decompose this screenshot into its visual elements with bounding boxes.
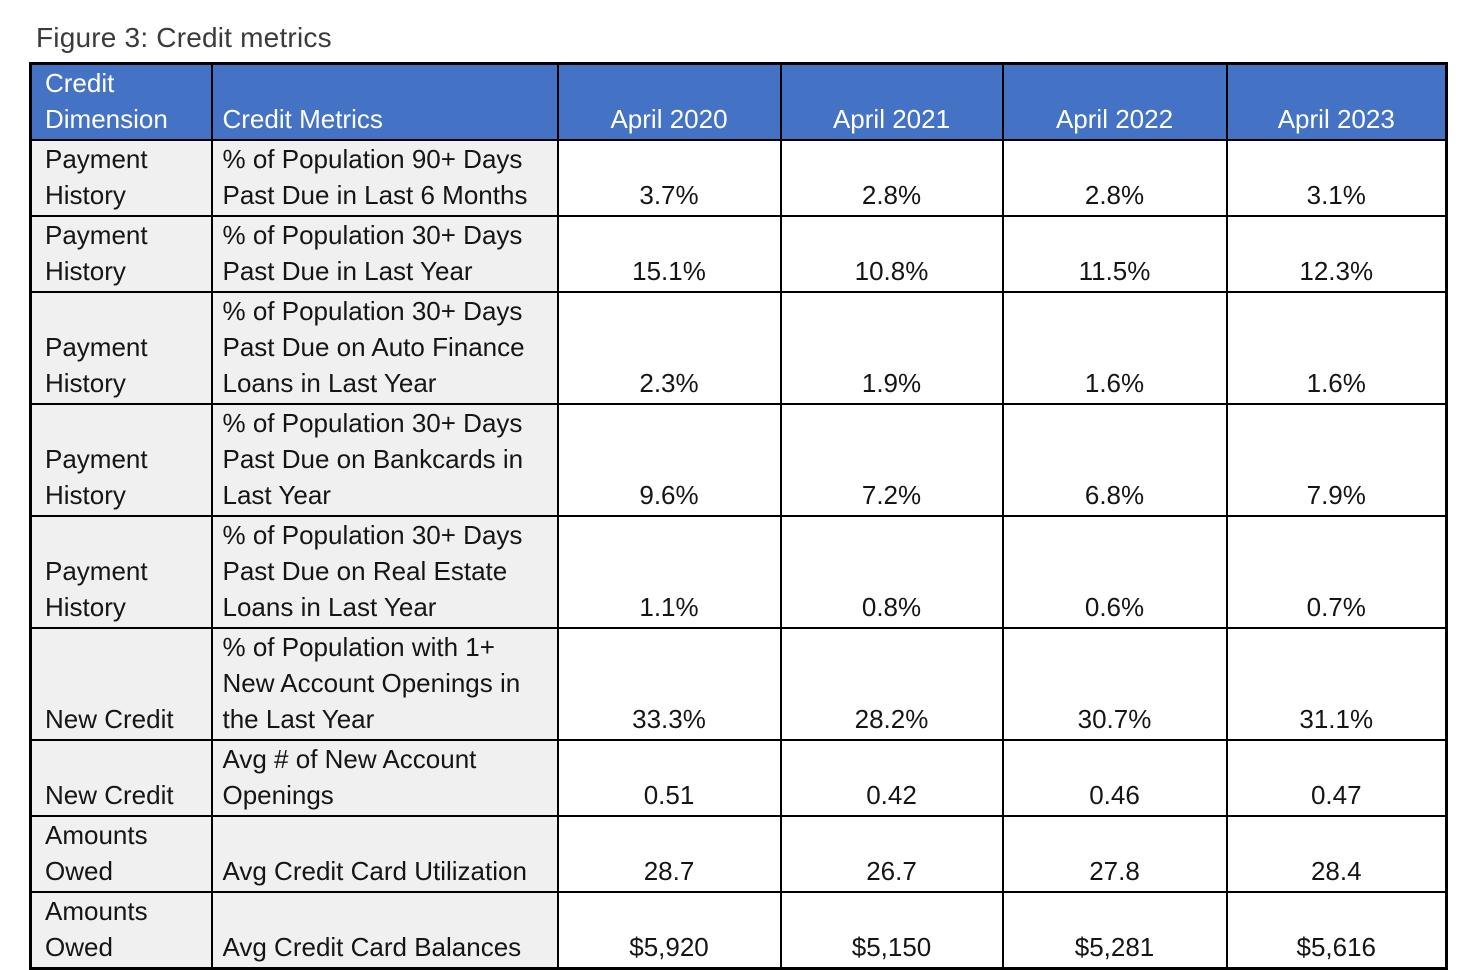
credit-metric-cell: % of Population 30+ Days Past Due on Auto Finance Loans in Last Year: [212, 292, 558, 404]
value-cell: 1.6%: [1227, 292, 1447, 404]
value-cell: 28.7: [558, 816, 781, 892]
value-cell: 0.47: [1227, 740, 1447, 816]
credit-dimension-cell: [31, 516, 212, 628]
value-cell: 1.9%: [781, 292, 1003, 404]
table-row: [31, 816, 1447, 892]
credit-dimension-cell: [31, 892, 212, 969]
value-cell: 15.1%: [558, 216, 781, 292]
value-cell: 0.46: [1003, 740, 1227, 816]
credit-metric-cell: % of Population with 1+ New Account Openings in the Last Year: [212, 628, 558, 740]
value-cell: 1.6%: [1003, 292, 1227, 404]
column-header-credit-metrics: Credit Metrics: [212, 64, 558, 141]
credit-metric-cell: Avg # of New Account Openings: [212, 740, 558, 816]
column-header-april-2023: April 2023: [1227, 64, 1447, 141]
value-cell: 28.4: [1227, 816, 1447, 892]
value-cell: 12.3%: [1227, 216, 1447, 292]
credit-dimension-text: Payment History: [45, 332, 148, 398]
credit-metric-cell: % of Population 30+ Days Past Due on Real Estate Loans in Last Year: [212, 516, 558, 628]
table-row: [31, 516, 1447, 628]
value-cell: 10.8%: [781, 216, 1003, 292]
value-cell: 0.8%: [781, 516, 1003, 628]
value-cell: 11.5%: [1003, 216, 1227, 292]
value-cell: 2.8%: [1003, 140, 1227, 216]
column-header-credit-dimension: [31, 64, 212, 141]
credit-dimension-text: Amounts Owed: [45, 820, 148, 886]
credit-dimension-cell: [31, 140, 212, 216]
credit-metric-cell: Avg Credit Card Utilization: [212, 816, 558, 892]
column-header-credit-dimension-label: Credit Dimension: [45, 68, 168, 134]
value-cell: 0.51: [558, 740, 781, 816]
credit-dimension-text: New Credit: [45, 704, 174, 734]
value-cell: $5,920: [558, 892, 781, 969]
value-cell: 28.2%: [781, 628, 1003, 740]
figure-title: Figure 3: Credit metrics: [36, 22, 332, 53]
credit-dimension-text: New Credit: [45, 780, 174, 810]
column-header-april-2020: April 2020: [558, 64, 781, 141]
value-cell: 7.2%: [781, 404, 1003, 516]
value-cell: $5,150: [781, 892, 1003, 969]
value-cell: 0.42: [781, 740, 1003, 816]
value-cell: 3.1%: [1227, 140, 1447, 216]
table-row: [31, 628, 1447, 740]
credit-metric-cell: % of Population 90+ Days Past Due in Last 6 Months: [212, 140, 558, 216]
credit-dimension-cell: [31, 404, 212, 516]
value-cell: 2.3%: [558, 292, 781, 404]
table-row: [31, 216, 1447, 292]
value-cell: 30.7%: [1003, 628, 1227, 740]
credit-dimension-text: Payment History: [45, 220, 148, 286]
credit-dimension-text: Payment History: [45, 144, 148, 210]
value-cell: 1.1%: [558, 516, 781, 628]
credit-metric-cell: % of Population 30+ Days Past Due on Bankcards in Last Year: [212, 404, 558, 516]
table-row: [31, 404, 1447, 516]
value-cell: 6.8%: [1003, 404, 1227, 516]
credit-dimension-cell: [31, 216, 212, 292]
value-cell: 0.7%: [1227, 516, 1447, 628]
credit-dimension-cell: [31, 292, 212, 404]
header-row: [31, 64, 1447, 141]
table-row: [31, 740, 1447, 816]
value-cell: 3.7%: [558, 140, 781, 216]
value-cell: 7.9%: [1227, 404, 1447, 516]
credit-dimension-cell: [31, 740, 212, 816]
credit-dimension-text: Amounts Owed: [45, 896, 148, 962]
credit-metrics-table: [29, 62, 1448, 970]
value-cell: 31.1%: [1227, 628, 1447, 740]
value-cell: 33.3%: [558, 628, 781, 740]
value-cell: 2.8%: [781, 140, 1003, 216]
credit-metric-cell: Avg Credit Card Balances: [212, 892, 558, 969]
table-row: [31, 292, 1447, 404]
value-cell: 9.6%: [558, 404, 781, 516]
value-cell: $5,281: [1003, 892, 1227, 969]
column-header-april-2022: April 2022: [1003, 64, 1227, 141]
column-header-april-2021: April 2021: [781, 64, 1003, 141]
table-row: [31, 892, 1447, 969]
value-cell: 27.8: [1003, 816, 1227, 892]
value-cell: 0.6%: [1003, 516, 1227, 628]
table-body: [31, 140, 1447, 969]
credit-metric-cell: % of Population 30+ Days Past Due in Last Year: [212, 216, 558, 292]
credit-dimension-text: Payment History: [45, 444, 148, 510]
value-cell: 26.7: [781, 816, 1003, 892]
table-row: [31, 140, 1447, 216]
value-cell: $5,616: [1227, 892, 1447, 969]
credit-dimension-cell: [31, 628, 212, 740]
credit-dimension-cell: [31, 816, 212, 892]
credit-dimension-text: Payment History: [45, 556, 148, 622]
